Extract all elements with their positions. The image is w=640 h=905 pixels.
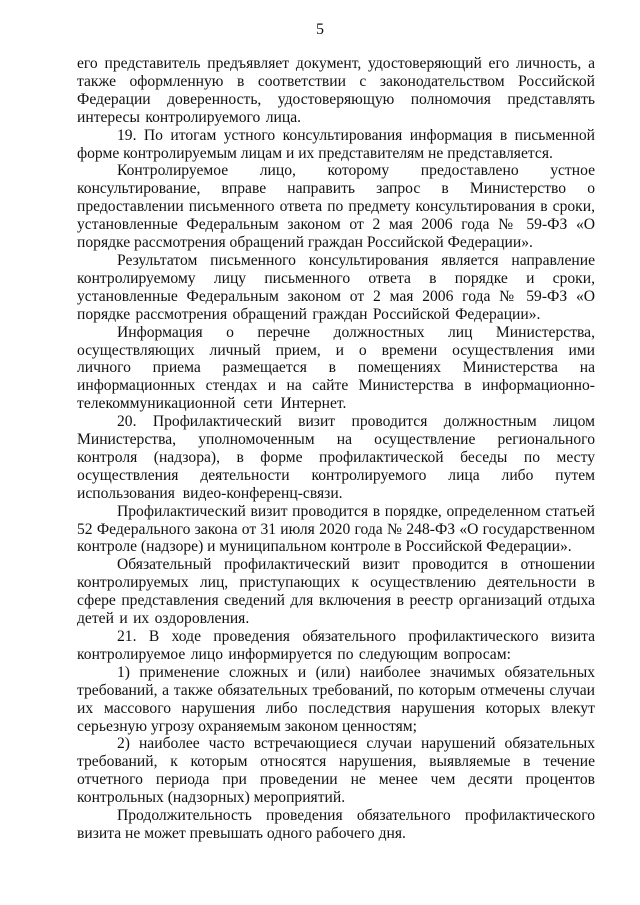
list-item-1: 1) применение сложных и (или) наиболее значимых обязательных требований, а также обязательных требований, по которым отмечены случаи их массового нарушения либо последствия нарушения которых влекут серьезную угрозу охраняемым законом ценностям; [77, 663, 595, 735]
paragraph-written-result: Результатом письменного консультирования является направление контролируемому лицу письменного ответа в порядке и сроки, установленные Федеральным законом от 2 мая 2006 года № 59-ФЗ «О порядке рассмотрения обращений граждан Российской Федерации». [77, 251, 595, 323]
page-number: 5 [316, 21, 324, 38]
paragraph-item-20: 20. Профилактический визит проводится должностным лицом Министерства, уполномоченным на осуществление регионального контроля (надзора), в форме профилактической беседы по месту осуществления деятельности контролируемого лица либо путем использования видео-конференц-связи. [77, 413, 595, 502]
paragraph-visit-duration: Продолжительность проведения обязательного профилактического визита не может превышать одного рабочего дня. [77, 807, 595, 842]
paragraph-visit-procedure: Профилактический визит проводится в порядке, определенном статьей 52 Федерального закона от 31 июля 2020 года № 248-ФЗ «О государственном контроле (надзоре) и муниципальном контроле в Российской Федерации». [77, 502, 595, 556]
paragraph-continuation: его представитель предъявляет документ, удостоверяющий его личность, а также оформленную в соответствии с законодательством Российской Федерации доверенность, удостоверяющую полномочия представлять интересы контролируемого лица. [77, 55, 595, 126]
paragraph-item-21: 21. В ходе проведения обязательного профилактического визита контролируемое лицо информируется по следующим вопросам: [77, 628, 595, 663]
paragraph-reception-info: Информация о перечне должностных лиц Министерства, осуществляющих личный прием, и о времени осуществления ими личного приема размещается в помещениях Министерства на информационных стендах и на сайте Министерства в информационно-телекоммуникационной сети Интернет. [77, 323, 595, 413]
paragraph-written-request: Контролируемое лицо, которому предоставлено устное консультирование, вправе направить запрос в Министерство о предоставлении письменного ответа по предмету консультирования в сроки, установленные Федеральным законом от 2 мая 2006 года № 59-ФЗ «О порядке рассмотрения обращений граждан Российской Федерации». [77, 162, 595, 252]
document-body [77, 55, 595, 843]
list-item-2: 2) наиболее часто встречающиеся случаи нарушений обязательных требований, к которым относятся нарушения, выявляемые в течение отчетного периода при проведении не менее чем десяти процентов контрольных (надзорных) мероприятий. [77, 735, 595, 807]
paragraph-item-19: 19. По итогам устного консультирования информация в письменной форме контролируемым лицам и их представителям не представляется. [77, 126, 595, 162]
paragraph-mandatory-visit: Обязательный профилактический визит проводится в отношении контролируемых лиц, приступающих к осуществлению деятельности в сфере представления сведений для включения в реестр организаций отдыха детей и их оздоровления. [77, 556, 595, 628]
